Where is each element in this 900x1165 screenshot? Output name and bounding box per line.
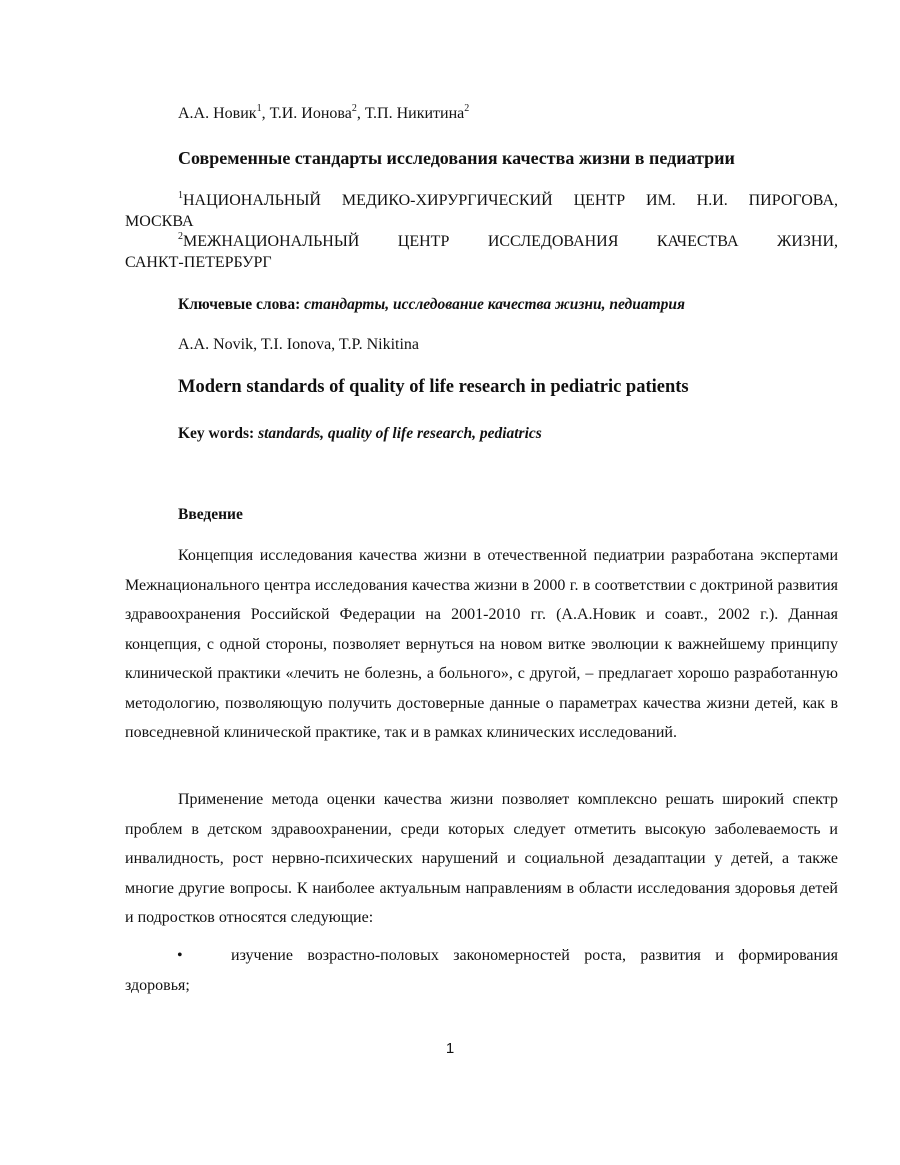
bullet-text: изучение возрастно-половых закономерностей роста, развития и формирования здоровья; xyxy=(125,947,838,994)
body-paragraph xyxy=(125,541,838,748)
author-name: А.А. Новик xyxy=(178,105,257,122)
affiliation-text: МЕЖНАЦИОНАЛЬНЫЙ ЦЕНТР ИССЛЕДОВАНИЯ КАЧЕСТВА ЖИЗНИ, xyxy=(183,233,838,250)
section-heading: Введение xyxy=(178,506,243,523)
paper-title-ru: Современные стандарты исследования качества жизни в педиатрии xyxy=(178,148,735,168)
affiliation-marker: 2 xyxy=(464,102,470,114)
keywords-ru xyxy=(178,294,838,316)
affiliation-number: 1 xyxy=(178,189,183,201)
authors-ru: А.А. Новик$^1$, Т.И. Ионова$^2$, Т.П. Никитина$^2$ xyxy=(178,102,470,122)
bullet-list-item xyxy=(125,941,838,1000)
keywords-list: стандарты, исследование качества жизни, педиатрия xyxy=(304,296,685,313)
affiliation-marker: 1 xyxy=(256,102,262,114)
keywords-en xyxy=(178,423,838,445)
paragraph-text: Применение метода оценки качества жизни позволяет комплексно решать широкий спектр проблем в детском здравоохранении, среди которых следует отметить высокую заболеваемость и инвалидность, рост нервно-психических нарушений и социальной дезадаптации у детей, а также многие другие вопросы. К наиболее актуальным направлениям в области исследования здоровья детей и подростков относятся следующие: xyxy=(125,791,838,926)
affiliation-number: 2 xyxy=(178,230,183,242)
page-number: 1 xyxy=(445,1040,455,1057)
paper-title-en: Modern standards of quality of life research in pediatric patients xyxy=(178,377,689,397)
affiliation-2 xyxy=(125,231,838,273)
affiliation-marker: 2 xyxy=(351,102,357,114)
affiliation-text: НАЦИОНАЛЬНЫЙ МЕДИКО-ХИРУРГИЧЕСКИЙ ЦЕНТР ИМ. Н.И. ПИРОГОВА, xyxy=(183,192,838,209)
body-paragraph xyxy=(125,785,838,933)
author-name: Т.П. Никитина xyxy=(364,105,465,122)
paragraph-text: Концепция исследования качества жизни в отечественной педиатрии разработана экспертами Межнационального центра исследования качества жизни в 2000 г. в соответствии с доктриной развития здравоохранения Российской Федерации на 2001-2010 гг. (А.А.Новик и соавт., 2002 г.). Данная концепция, с одной стороны, позволяет вернуться на новом витке эволюции к важнейшему принципу клинической практики «лечить не болезнь, а больного», с другой, – предлагает хорошо разработанную методологию, позволяющую получить достоверные данные о параметрах качества жизни детей, как в повседневной клинической практике, так и в рамках клинических исследований. xyxy=(125,547,838,741)
keywords-label: Key words: xyxy=(178,425,255,442)
bullet-icon: • xyxy=(177,947,183,964)
affiliation-1 xyxy=(125,190,838,232)
authors-en: A.A. Novik, T.I. Ionova, T.P. Nikitina xyxy=(178,336,420,353)
keywords-list: standards, quality of life research, pediatrics xyxy=(258,425,542,442)
author-name: Т.И. Ионова xyxy=(269,105,352,122)
affiliation-city: САНКТ-ПЕТЕРБУРГ xyxy=(125,254,272,271)
keywords-label: Ключевые слова: xyxy=(178,296,301,313)
affiliation-city: МОСКВА xyxy=(125,213,194,230)
